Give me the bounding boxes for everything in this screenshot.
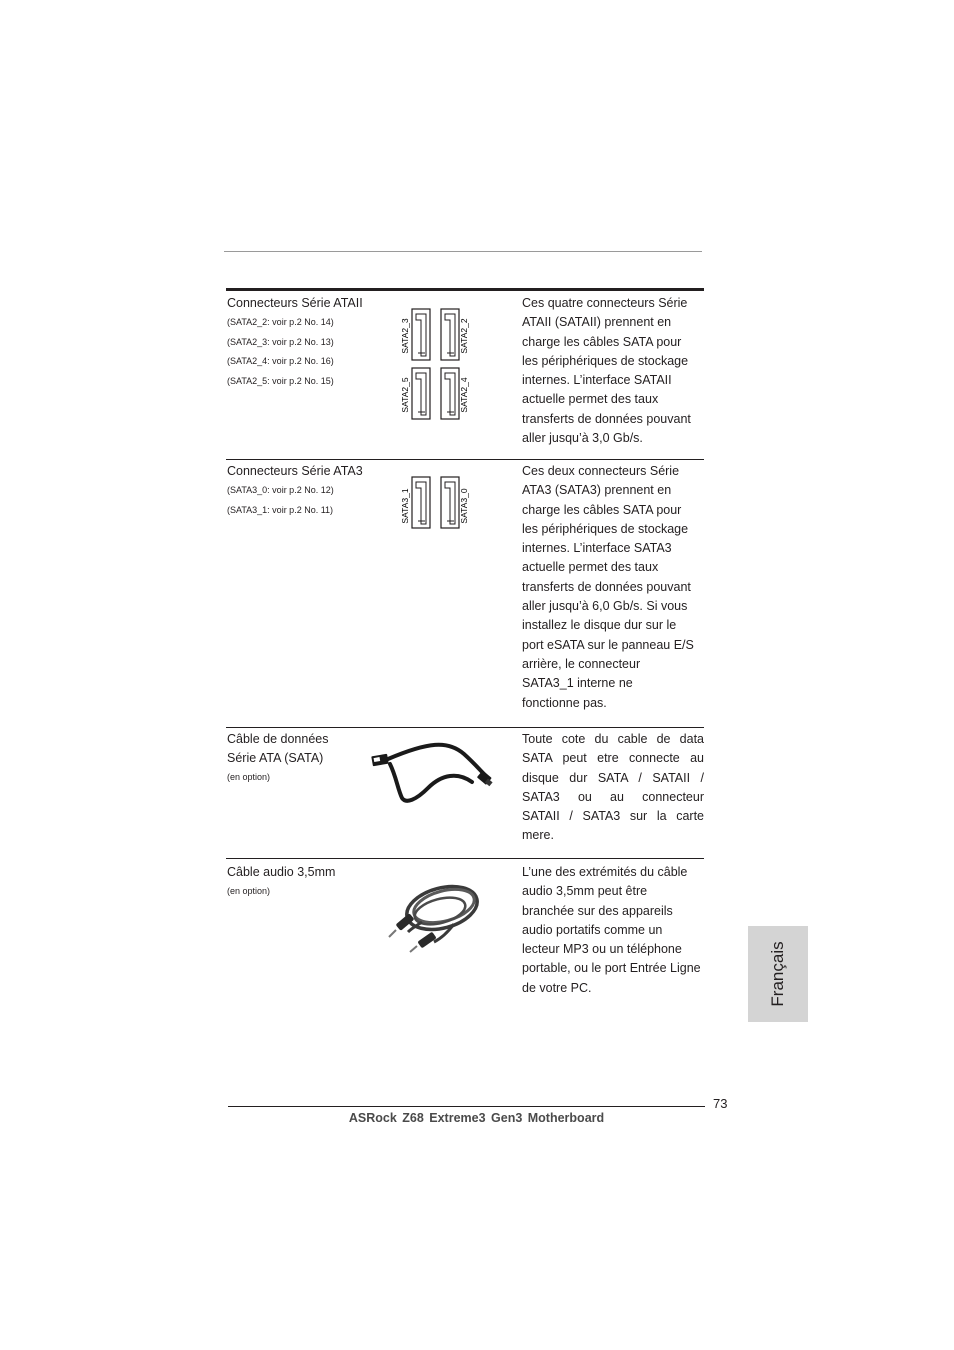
sata-connector-icon bbox=[412, 477, 430, 528]
desc-line: fonctionne pas. bbox=[522, 695, 607, 710]
note-line: (SATA3_1: voir p.2 No. 11) bbox=[227, 504, 334, 515]
desc-line: SATA3_1 interne ne bbox=[522, 676, 633, 691]
desc-line: les périphériques de stockage bbox=[522, 521, 689, 536]
connector-label: SATA2_4 bbox=[459, 377, 469, 413]
row-description bbox=[522, 462, 704, 713]
page-number: 73 bbox=[713, 1096, 728, 1111]
row-notes bbox=[227, 313, 334, 391]
desc-line: internes. L’interface SATAII bbox=[522, 373, 672, 388]
desc-line: les périphériques de stockage bbox=[522, 353, 689, 368]
sata-connector-icon bbox=[412, 309, 430, 360]
sataii-connectors-diagram bbox=[398, 306, 478, 422]
connector-label: SATA3_0 bbox=[459, 488, 469, 524]
sata-cable-icon bbox=[371, 745, 492, 801]
desc-line: actuelle permet des taux bbox=[522, 560, 659, 575]
desc-line: arrière, le connecteur bbox=[522, 656, 641, 671]
desc-line: actuelle permet des taux bbox=[522, 392, 659, 407]
desc-line: Ces deux connecteurs Série bbox=[522, 464, 680, 478]
sata-connector-icon bbox=[412, 368, 430, 419]
sata-connector-icon bbox=[441, 309, 459, 360]
note-line: (SATA3_0: voir p.2 No. 12) bbox=[227, 485, 334, 495]
desc-line: internes. L’interface SATA3 bbox=[522, 541, 672, 556]
desc-line: audio portatifs comme un bbox=[522, 922, 663, 937]
desc-line: portable, ou le port Entrée Ligne bbox=[522, 961, 701, 976]
note-line: (SATA2_2: voir p.2 No. 14) bbox=[227, 317, 334, 327]
row-notes bbox=[227, 481, 334, 520]
desc-line: de votre PC. bbox=[522, 980, 592, 995]
row-title bbox=[227, 462, 363, 481]
row-title-line: Série ATA (SATA) bbox=[227, 751, 324, 765]
language-tab bbox=[748, 926, 808, 1022]
desc-line: audio 3,5mm peut être bbox=[522, 884, 648, 899]
sata3-connectors-diagram bbox=[398, 474, 478, 532]
desc-line: SATA peut etre connecte au bbox=[522, 751, 704, 766]
note-line: (SATA2_4: voir p.2 No. 16) bbox=[227, 356, 334, 366]
desc-line: installez le disque dur sur le bbox=[522, 618, 677, 633]
note-line: (SATA2_5: voir p.2 No. 15) bbox=[227, 375, 334, 386]
desc-line: disque dur SATA / SATAII / bbox=[522, 770, 704, 785]
audio-cable-icon bbox=[389, 879, 482, 952]
desc-line: aller jusqu’à 3,0 Gb/s. bbox=[522, 431, 643, 446]
note-line: (en option) bbox=[227, 772, 271, 782]
row-divider bbox=[226, 459, 704, 460]
desc-line: transferts de données pouvant bbox=[522, 579, 691, 594]
desc-line: ATA3 (SATA3) prennent en bbox=[522, 483, 672, 498]
desc-line: mere. bbox=[522, 828, 554, 843]
row-title-line: Connecteurs Série ATAII bbox=[227, 296, 363, 310]
note-line: (SATA2_3: voir p.2 No. 13) bbox=[227, 336, 334, 347]
desc-line: transferts de données pouvant bbox=[522, 411, 691, 426]
connector-label: SATA3_1 bbox=[400, 488, 410, 524]
connector-label: SATA2_3 bbox=[400, 318, 410, 354]
desc-line: ATAII (SATAII) prennent en bbox=[522, 315, 672, 330]
row-title bbox=[227, 863, 335, 882]
row-description bbox=[522, 294, 704, 448]
row-notes bbox=[227, 882, 270, 902]
row-title-line: Connecteurs Série ATA3 bbox=[227, 464, 363, 478]
row-description bbox=[522, 863, 704, 998]
row-divider bbox=[226, 727, 704, 728]
footer-title: ASRock Z68 Extreme3 Gen3 Motherboard bbox=[348, 1111, 605, 1125]
sata-cable-image bbox=[368, 742, 498, 804]
row-title-line: Câble audio 3,5mm bbox=[227, 865, 336, 879]
desc-line: charge les câbles SATA pour bbox=[522, 502, 682, 517]
desc-line: aller jusqu’à 6,0 Gb/s. Si vous bbox=[522, 599, 688, 614]
desc-line: SATAII / SATA3 sur la carte bbox=[522, 809, 704, 824]
sata-connector-icon bbox=[441, 368, 459, 419]
row-description bbox=[522, 730, 704, 846]
desc-line: branchée sur des appareils bbox=[522, 903, 673, 918]
desc-line: lecteur MP3 ou un téléphone bbox=[522, 942, 682, 957]
sata-connector-icon bbox=[441, 477, 459, 528]
desc-line: Ces quatre connecteurs Série bbox=[522, 296, 688, 310]
note-line: (en option) bbox=[227, 886, 271, 896]
row-divider bbox=[226, 858, 704, 859]
table-top-rule bbox=[226, 288, 704, 291]
desc-line: L’une des extrémités du câble bbox=[522, 865, 688, 879]
row-title bbox=[227, 294, 363, 313]
row-title-line: Câble de données bbox=[227, 732, 329, 746]
desc-line: Toute cote du cable de data bbox=[522, 732, 704, 746]
row-notes bbox=[227, 768, 270, 788]
header-rule bbox=[224, 251, 702, 252]
desc-line: charge les câbles SATA pour bbox=[522, 334, 682, 349]
audio-cable-image bbox=[384, 876, 484, 960]
language-tab-label: Français bbox=[768, 941, 787, 1007]
row-title bbox=[227, 730, 328, 768]
desc-line: port eSATA sur le panneau E/S bbox=[522, 637, 694, 652]
footer-rule bbox=[228, 1106, 705, 1107]
connector-label: SATA2_5 bbox=[400, 377, 410, 413]
connector-label: SATA2_2 bbox=[459, 318, 469, 354]
desc-line: SATA3 ou au connecteur bbox=[522, 789, 704, 804]
